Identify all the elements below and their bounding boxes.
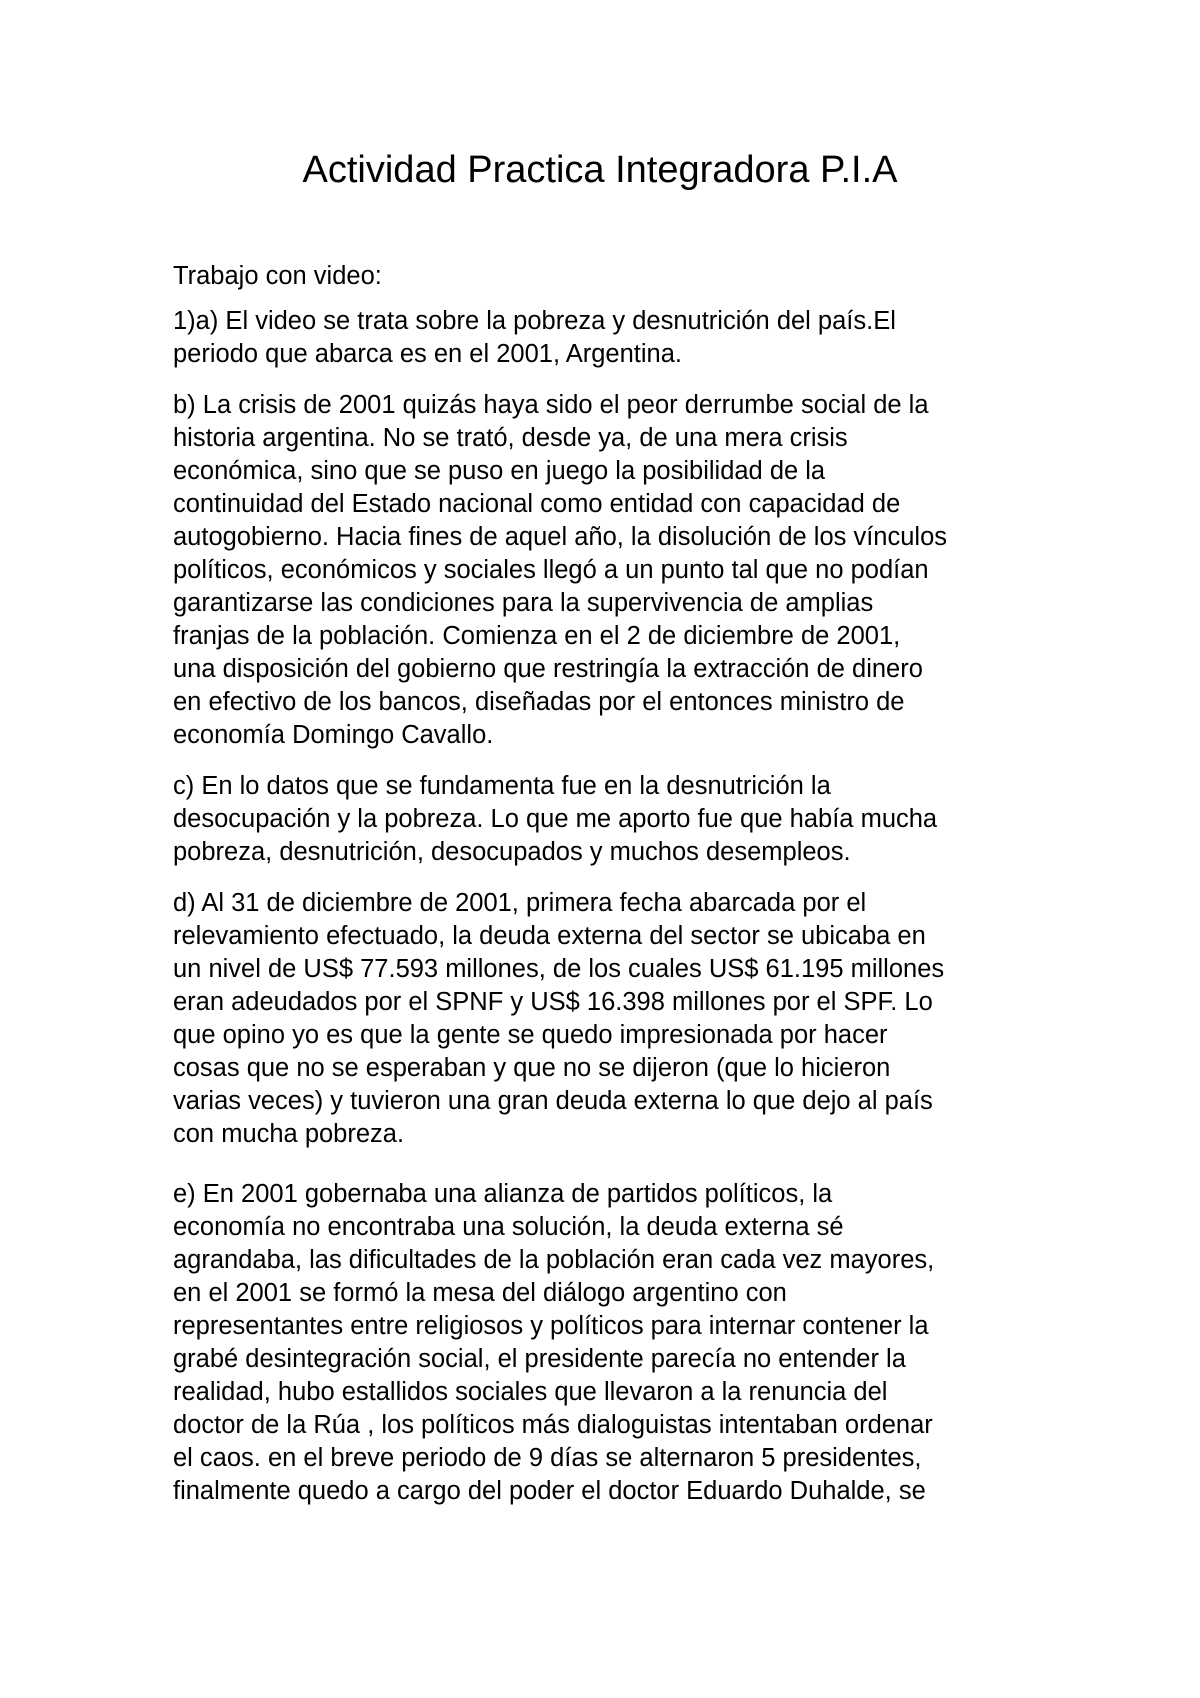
text-line: que opino yo es que la gente se quedo impresionada por hacer <box>173 1021 888 1049</box>
paragraph-1a <box>173 305 1073 371</box>
text-line: d) Al 31 de diciembre de 2001, primera fecha abarcada por el <box>173 889 867 917</box>
text-line: representantes entre religiosos y políticos para internar contener la <box>173 1312 929 1340</box>
paragraph-b <box>173 389 1073 752</box>
document-title: Actividad Practica Integradora P.I.A <box>302 149 898 191</box>
paragraph-c <box>173 770 1073 869</box>
text-line: economía Domingo Cavallo. <box>173 721 494 749</box>
text-line: doctor de la Rúa , los políticos más dialoguistas intentaban ordenar <box>173 1411 933 1439</box>
text-line: políticos, económicos y sociales llegó a un punto tal que no podían <box>173 556 929 584</box>
text-line: economía no encontraba una solución, la deuda externa sé <box>173 1213 844 1241</box>
text-line: un nivel de US$ 77.593 millones, de los cuales US$ 61.195 millones <box>173 955 945 983</box>
section-heading: Trabajo con video: <box>173 262 382 290</box>
text-line: grabé desintegración social, el presidente parecía no entender la <box>173 1345 906 1373</box>
text-line: e) En 2001 gobernaba una alianza de partidos políticos, la <box>173 1180 833 1208</box>
text-line: pobreza, desnutrición, desocupados y muchos desempleos. <box>173 838 851 866</box>
text-line: realidad, hubo estallidos sociales que llevaron a la renuncia del <box>173 1378 888 1406</box>
text-line: b) La crisis de 2001 quizás haya sido el peor derrumbe social de la <box>173 391 929 419</box>
text-line: desocupación y la pobreza. Lo que me aporto fue que había mucha <box>173 805 938 833</box>
text-line: el caos. en el breve periodo de 9 días se alternaron 5 presidentes, <box>173 1444 922 1472</box>
text-line: continuidad del Estado nacional como entidad con capacidad de <box>173 490 901 518</box>
paragraph-d <box>173 887 1073 1151</box>
text-line: historia argentina. No se trató, desde ya, de una mera crisis <box>173 424 848 452</box>
text-line: con mucha pobreza. <box>173 1120 405 1148</box>
text-line: franjas de la población. Comienza en el 2 de diciembre de 2001, <box>173 622 901 650</box>
text-line: garantizarse las condiciones para la supervivencia de amplias <box>173 589 874 617</box>
text-line: autogobierno. Hacia fines de aquel año, la disolución de los vínculos <box>173 523 948 551</box>
text-line: varias veces) y tuvieron una gran deuda externa lo que dejo al país <box>173 1087 933 1115</box>
text-line: finalmente quedo a cargo del poder el doctor Eduardo Duhalde, se <box>173 1477 926 1505</box>
document-body <box>173 260 1073 1508</box>
text-line: periodo que abarca es en el 2001, Argentina. <box>173 340 682 368</box>
text-line: 1)a) El video se trata sobre la pobreza y desnutrición del país.El <box>173 307 896 335</box>
text-line: económica, sino que se puso en juego la posibilidad de la <box>173 457 826 485</box>
text-line: c) En lo datos que se fundamenta fue en la desnutrición la <box>173 772 831 800</box>
text-line: en el 2001 se formó la mesa del diálogo argentino con <box>173 1279 787 1307</box>
text-line: eran adeudados por el SPNF y US$ 16.398 millones por el SPF. Lo <box>173 988 933 1016</box>
text-line: relevamiento efectuado, la deuda externa del sector se ubicaba en <box>173 922 926 950</box>
text-line: una disposición del gobierno que restringía la extracción de dinero <box>173 655 923 683</box>
text-line: cosas que no se esperaban y que no se dijeron (que lo hicieron <box>173 1054 891 1082</box>
paragraph-e <box>173 1178 1073 1508</box>
text-line: en efectivo de los bancos, diseñadas por el entonces ministro de <box>173 688 905 716</box>
text-line: agrandaba, las dificultades de la población eran cada vez mayores, <box>173 1246 935 1274</box>
